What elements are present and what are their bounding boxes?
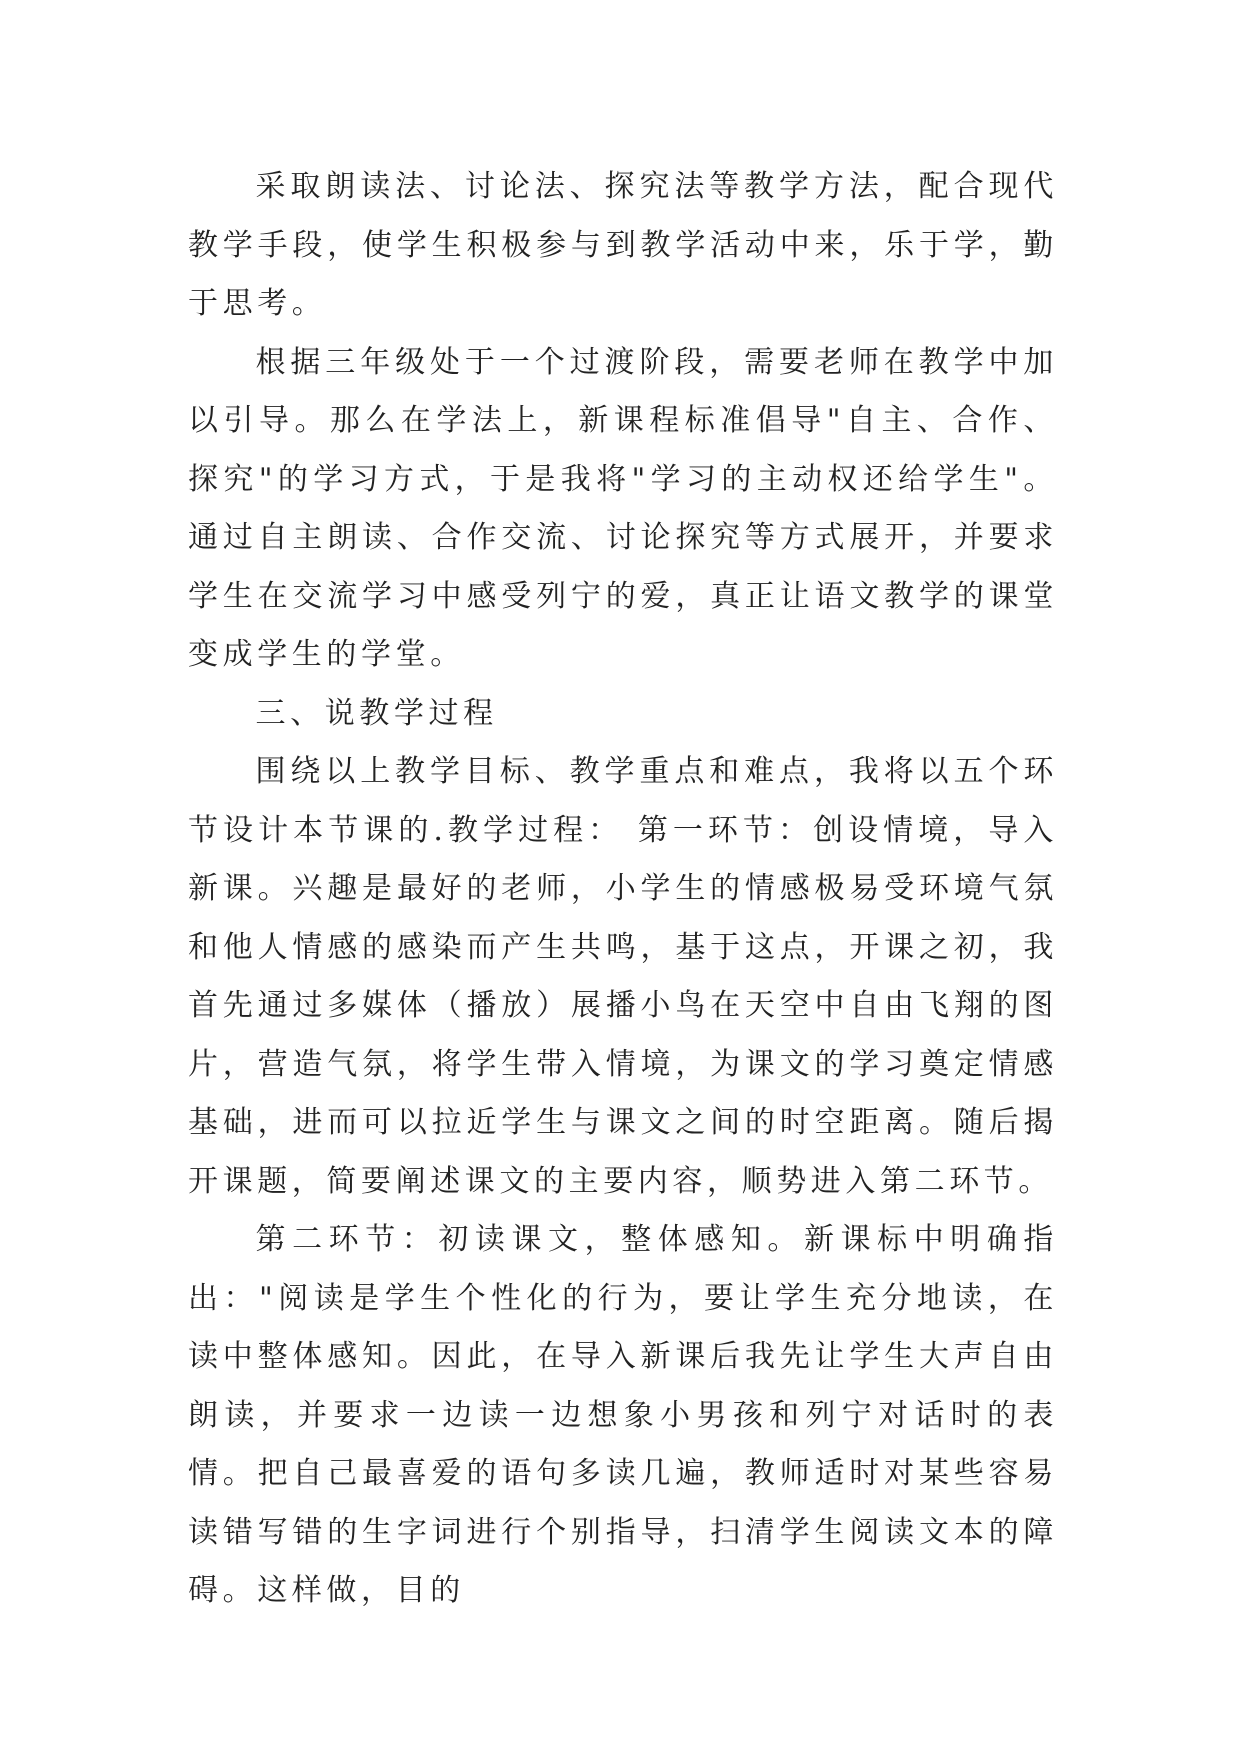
document-body	[188, 158, 1058, 1621]
paragraph-second-stage: 第二环节：初读课文，整体感知。新课标中明确指出："阅读是学生个性化的行为，要让学生充分地读，在读中整体感知。因此，在导入新课后我先让学生大声自由朗读，并要求一边读一边想象小男孩和列宁对话时的表情。把自己最喜爱的语句多读几遍，教师适时对某些容易读错写错的生字词进行个别指导，扫清学生阅读文本的障碍。这样做，目的	[188, 1222, 1058, 1608]
paragraph-learning-methods: 根据三年级处于一个过渡阶段，需要老师在教学中加以引导。那么在学法上，新课程标准倡导"自主、合作、探究"的学习方式，于是我将"学习的主动权还给学生"。通过自主朗读、合作交流、讨论探究等方式展开，并要求学生在交流学习中感受列宁的爱，真正让语文教学的课堂变成学生的学堂。	[188, 344, 1058, 672]
paragraph-teaching-methods: 采取朗读法、讨论法、探究法等教学方法，配合现代教学手段，使学生积极参与到教学活动中来，乐于学，勤于思考。	[188, 169, 1058, 321]
section-heading-teaching-process: 三、说教学过程	[255, 695, 498, 731]
paragraph-first-stage: 围绕以上教学目标、教学重点和难点，我将以五个环节设计本节课的.教学过程： 第一环节：创设情境，导入新课。兴趣是最好的老师，小学生的情感极易受环境气氛和他人情感的感染而产生共鸣，基于这点，开课之初，我首先通过多媒体（播放）展播小鸟在天空中自由飞翔的图片，营造气氛，将学生带入情境，为课文的学习奠定情感基础，进而可以拉近学生与课文之间的时空距离。随后揭开课题，简要阐述课文的主要内容，顺势进入第二环节。	[188, 754, 1058, 1199]
